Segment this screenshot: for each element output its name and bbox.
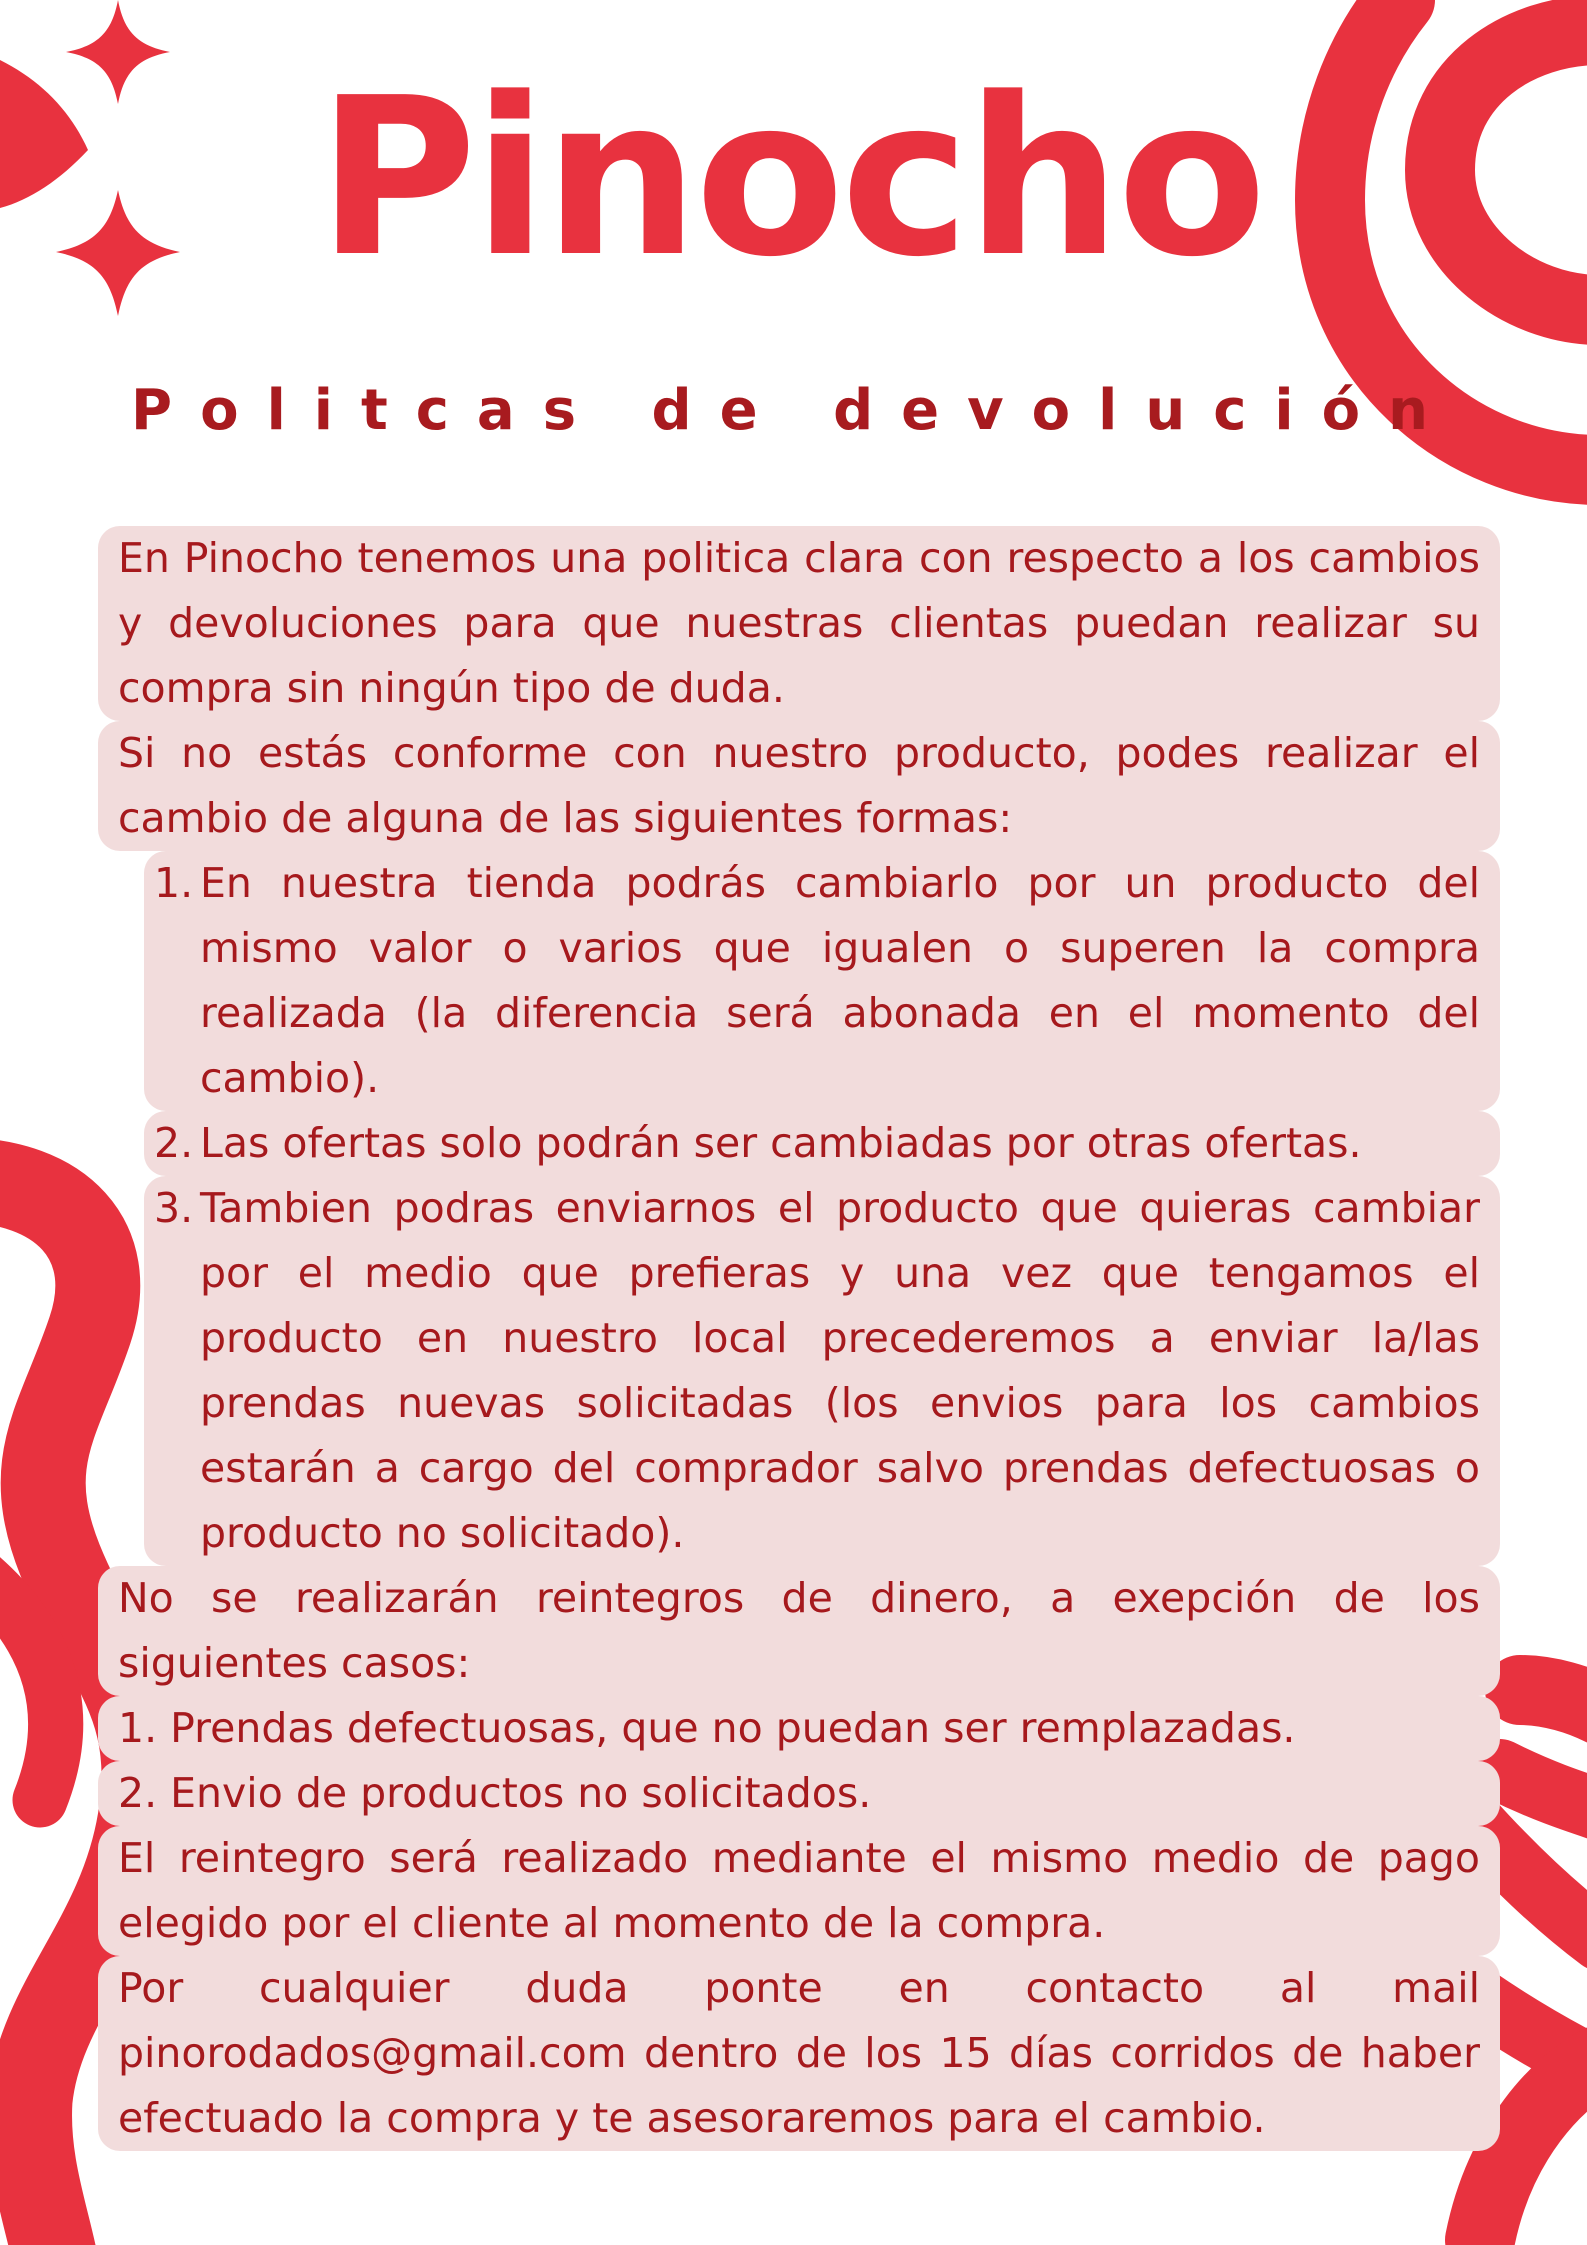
refund-case-1: 1. Prendas defectuosas, que no puedan ser remplazadas. [98,1696,1500,1761]
return-policy-body [98,526,1500,2151]
list-item [144,851,1500,1111]
pinocho-logo [290,38,1290,288]
bottom-right-stripe-icon [1520,1690,1587,1710]
bottom-right-stripe-icon [1500,1770,1587,1810]
list-item-number: 3. [154,1184,194,1232]
sparkle-star-icon [66,0,170,104]
left-ribbon-icon [0,1560,56,1800]
top-right-arc-icon [1440,30,1587,310]
list-item-text: Las ofertas solo podrán ser cambiadas por otras ofertas. [200,1119,1362,1167]
refund-method-paragraph: El reintegro será realizado mediante el mismo medio de pago elegido por el cliente al momento de la compra. [98,1826,1500,1956]
contact-paragraph: Por cualquier duda ponte en contacto al mail pinorodados@gmail.com dentro de los 15 días corridos de haber efectuado la compra y te asesoraremos para el cambio. [98,1956,1500,2151]
conforme-paragraph: Si no estás conforme con nuestro producto, podes realizar el cambio de alguna de las siguientes formas: [98,721,1500,851]
sparkle-arc-icon [0,60,88,208]
page-title: Politcas de devolución [131,378,1456,443]
list-item-text: En nuestra tienda podrás cambiarlo por un producto del mismo valor o varios que igualen o superen la compra realizada (la diferencia será abonada en el momento del cambio). [200,859,1480,1102]
list-item-text: Tambien podras enviarnos el producto que quieras cambiar por el medio que prefieras y una vez que tengamos el producto en nuestro local precederemos a enviar la/las prendas nuevas solicitadas (los envios para los cambios estarán a cargo del comprador salvo prendas defectuosas o producto no solicitado). [200,1184,1480,1557]
intro-paragraph: En Pinocho tenemos una politica clara con respecto a los cambios y devoluciones para que nuestras clientas puedan realizar su compra sin ningún tipo de duda. [98,526,1500,721]
list-item-number: 2. [154,1119,194,1167]
list-item [144,1176,1500,1566]
list-item-number: 1. [154,859,194,907]
list-item [144,1111,1500,1176]
svg-text:Pinocho: Pinocho [317,52,1263,288]
exchange-options-list [98,851,1500,1566]
sparkle-star-icon [56,190,180,316]
refund-case-2: 2. Envio de productos no solicitados. [98,1761,1500,1826]
no-refund-paragraph: No se realizarán reintegros de dinero, a exepción de los siguientes casos: [98,1566,1500,1696]
